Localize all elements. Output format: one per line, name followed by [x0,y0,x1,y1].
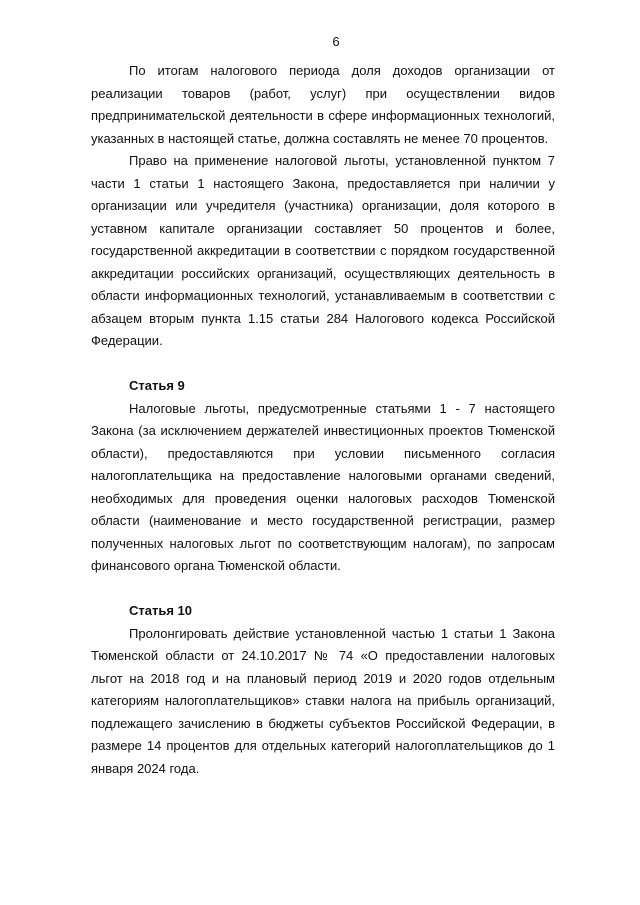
paragraph-tax-benefit-right: Право на применение налоговой льготы, установленной пунктом 7 части 1 статьи 1 настоящего Закона, предоставляется при наличии у организации или учредителя (участника) организации, доля которого в уставном капитале организации составляет 50 процентов и более, государственной аккредитации в соответствии с порядком государственной аккредитации российских организаций, осуществляющих деятельность в области информационных технологий, устанавливаемым в соответствии с абзацем вторым пункта 1.15 статьи 284 Налогового кодекса Российской Федерации. [91,153,555,348]
paragraph-revenue-share: По итогам налогового периода доля доходов организации от реализации товаров (работ, услуг) при осуществлении видов предпринимательской деятельности в сфере информационных технологий, указанных в настоящей статье, должна составлять не менее 70 процентов. [91,63,555,146]
article-10-heading: Статья 10 [129,603,193,618]
article-10-text: Пролонгировать действие установленной частью 1 статьи 1 Закона Тюменской области от 24.10.2017 № 74 «О предоставлении налоговых льгот на 2018 год и на плановый период 2019 и 2020 годов отдельным категориям налогоплательщиков» ставки налога на прибыль организаций, подлежащего зачислению в бюджеты субъектов Российской Федерации, в размере 14 процентов для отдельных категорий налогоплательщиков до 1 января 2024 года. [91,625,555,776]
article-9-heading: Статья 9 [129,378,185,393]
document-body [91,60,555,780]
page-number: 6 [332,34,340,49]
article-9-text: Налоговые льготы, предусмотренные статьями 1 - 7 настоящего Закона (за исключением держателей инвестиционных проектов Тюменской области), предоставляются при условии письменного согласия налогоплательщика на предоставление налоговыми органами сведений, необходимых для проведения оценки налоговых расходов Тюменской области (наименование и место государственной регистрации, размер полученных налоговых льгот по соответствующим налогам), по запросам финансового органа Тюменской области. [91,400,555,573]
section-gap [91,353,555,376]
section-gap [91,578,555,601]
